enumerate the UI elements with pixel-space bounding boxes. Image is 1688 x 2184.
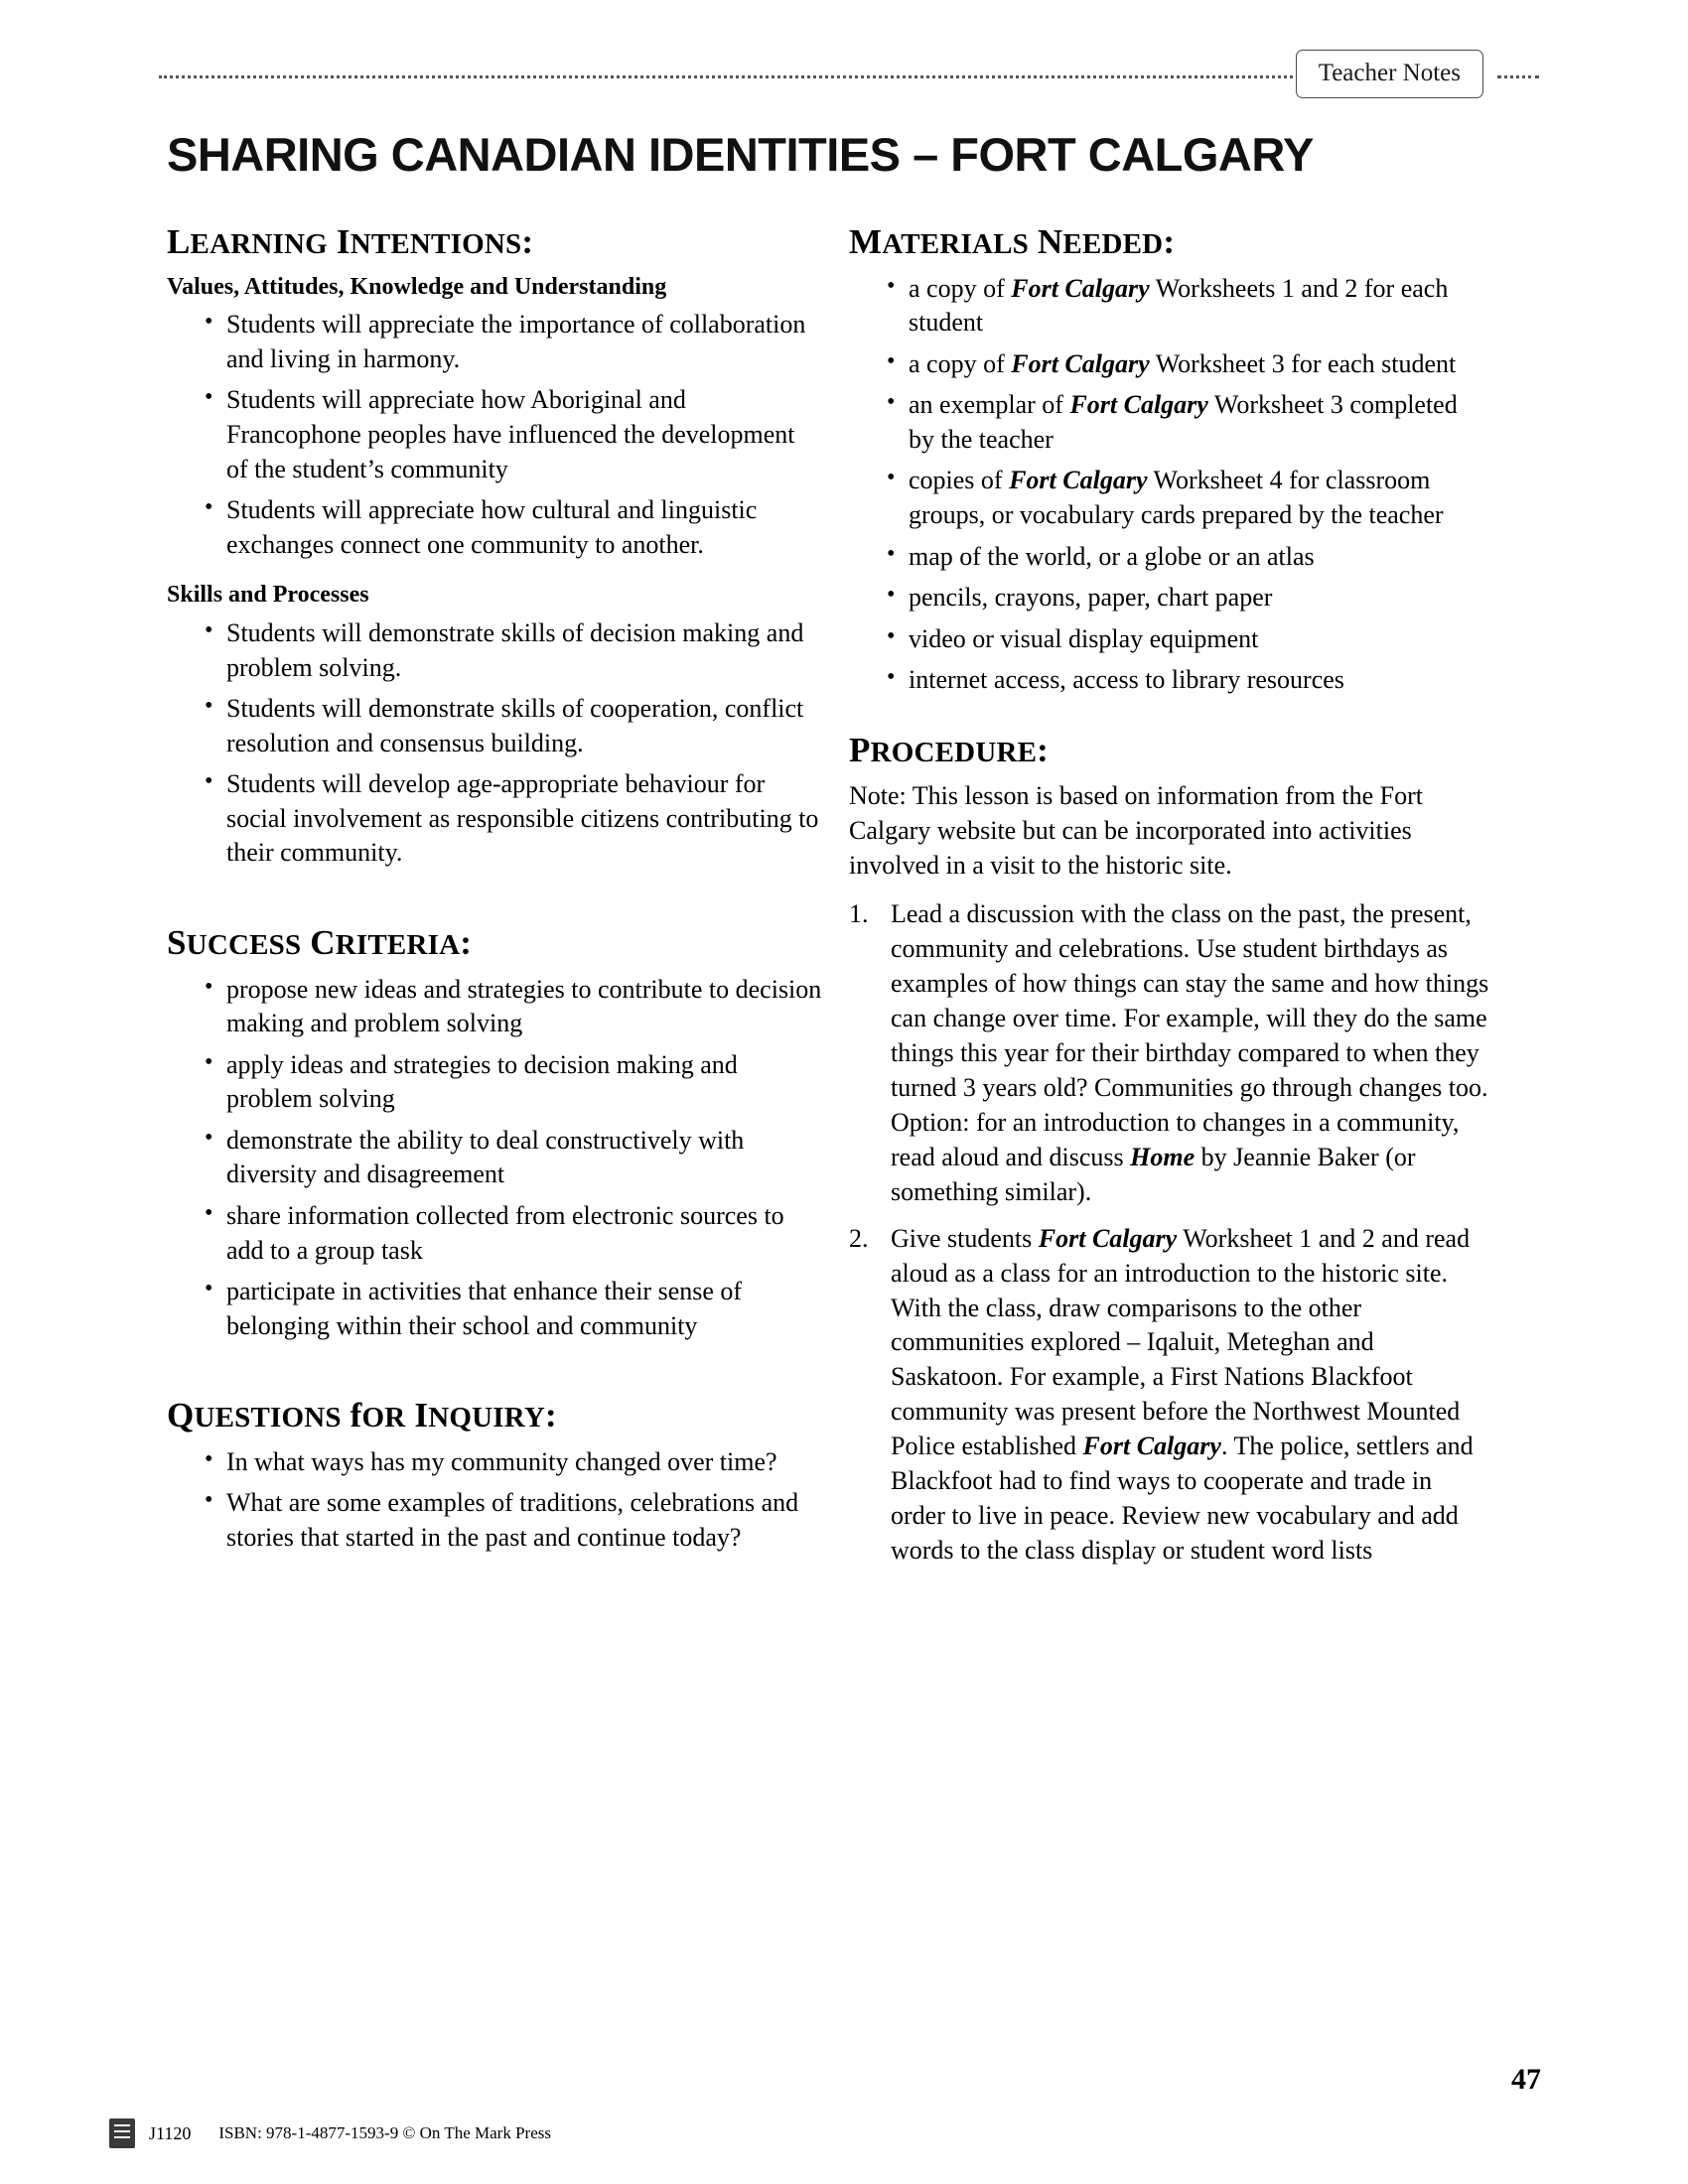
list-item: • participate in activities that enhance their sense of belonging within their school and community <box>205 1275 822 1343</box>
teacher-notes-tab: Teacher Notes <box>1296 50 1483 98</box>
footer-isbn: ISBN: 978-1-4877-1593-9 © On The Mark Press <box>218 2123 551 2142</box>
list-item: • internet access, access to library resources <box>887 663 1489 698</box>
list-item: • an exemplar of Fort Calgary Worksheet 3 completed by the teacher <box>887 388 1489 457</box>
list-item: • In what ways has my community changed over time? <box>205 1445 822 1480</box>
page-footer <box>109 2118 551 2148</box>
left-column <box>167 223 822 1573</box>
list-item: • a copy of Fort Calgary Worksheet 3 for each student <box>887 347 1489 382</box>
heading-procedure: PROCEDURE: <box>849 730 1050 769</box>
list-item: • pencils, crayons, paper, chart paper <box>887 581 1489 615</box>
list-item: • Students will appreciate the importance of collaboration and living in harmony. <box>205 308 822 376</box>
footer-product-code: J1120 <box>149 2122 192 2143</box>
heading-success-criteria: SUCCESS CRITERIA: <box>167 923 473 963</box>
list-learning-intentions-skills <box>167 616 822 871</box>
list-item: • a copy of Fort Calgary Worksheets 1 and 2 for each student <box>887 272 1489 341</box>
list-materials-needed <box>849 272 1489 698</box>
list-procedure-steps <box>849 897 1489 1569</box>
page-header <box>159 50 1539 105</box>
list-item: • copies of Fort Calgary Worksheet 4 for classroom groups, or vocabulary cards prepared by the teacher <box>887 464 1489 532</box>
list-item: • video or visual display equipment <box>887 622 1489 657</box>
book-icon <box>109 2118 135 2148</box>
list-item: • share information collected from electronic sources to add to a group task <box>205 1199 822 1268</box>
right-column <box>849 223 1489 1580</box>
list-item: • Students will demonstrate skills of decision making and problem solving. <box>205 616 822 685</box>
subheading-values-attitudes: Values, Attitudes, Knowledge and Understanding <box>167 273 667 300</box>
list-questions-for-inquiry <box>167 1445 822 1556</box>
list-item: • Students will develop age-appropriate behaviour for social involvement as responsible citizens contributing to their community. <box>205 767 822 871</box>
list-success-criteria <box>167 973 822 1344</box>
list-learning-intentions-values <box>167 308 822 562</box>
list-item: • Students will appreciate how cultural and linguistic exchanges connect one community to another. <box>205 493 822 562</box>
page-title: SHARING CANADIAN IDENTITIES – FORT CALGARY <box>167 128 1314 181</box>
heading-materials-needed: MATERIALS NEEDED: <box>849 222 1176 261</box>
list-item: Lead a discussion with the class on the past, the present, community and celebrations. Use student birthdays as examples of how things can stay the same and how things can change over time. For example, will they do the same things this year for their birthday compared to when they turned 3 years old? Communities go through changes too. Option: for an introduction to changes in a community, read aloud and discuss Home by Jeannie Baker (or something similar). <box>891 898 1489 1206</box>
procedure-note: Note: This lesson is based on information from the Fort Calgary website but can be incorporated into activities involved in a visit to the historic site. <box>849 781 1423 881</box>
list-item: • What are some examples of traditions, celebrations and stories that started in the past and continue today? <box>205 1486 822 1555</box>
list-item: • Students will appreciate how Aboriginal and Francophone peoples have influenced the development of the student’s community <box>205 383 822 486</box>
subheading-skills-processes: Skills and Processes <box>167 582 369 609</box>
header-dotted-rule-left <box>159 75 1311 78</box>
list-item: • demonstrate the ability to deal constructively with diversity and disagreement <box>205 1124 822 1192</box>
list-item: • apply ideas and strategies to decision making and problem solving <box>205 1048 822 1117</box>
header-dotted-rule-right <box>1497 75 1539 78</box>
list-item: • map of the world, or a globe or an atlas <box>887 540 1489 575</box>
list-item: • Students will demonstrate skills of cooperation, conflict resolution and consensus building. <box>205 692 822 760</box>
heading-learning-intentions: LEARNING INTENTIONS: <box>167 222 534 261</box>
page-number: 47 <box>1511 2063 1541 2096</box>
list-item: Give students Fort Calgary Worksheet 1 and 2 and read aloud as a class for an introduction to the historic site. With the class, draw comparisons to the other communities explored – Iqaluit, Meteghan and Saskatoon. For example, a First Nations Blackfoot community was present before the Northwest Mounted Police established Fort Calgary. The police, settlers and Blackfoot had to find ways to cooperate and trade in order to live in peace. Review new vocabulary and add words to the class display or student word lists <box>891 1223 1474 1566</box>
list-item: • propose new ideas and strategies to contribute to decision making and problem solving <box>205 973 822 1041</box>
heading-questions-for-inquiry: QUESTIONS fOR INQUIRY: <box>167 1396 557 1435</box>
